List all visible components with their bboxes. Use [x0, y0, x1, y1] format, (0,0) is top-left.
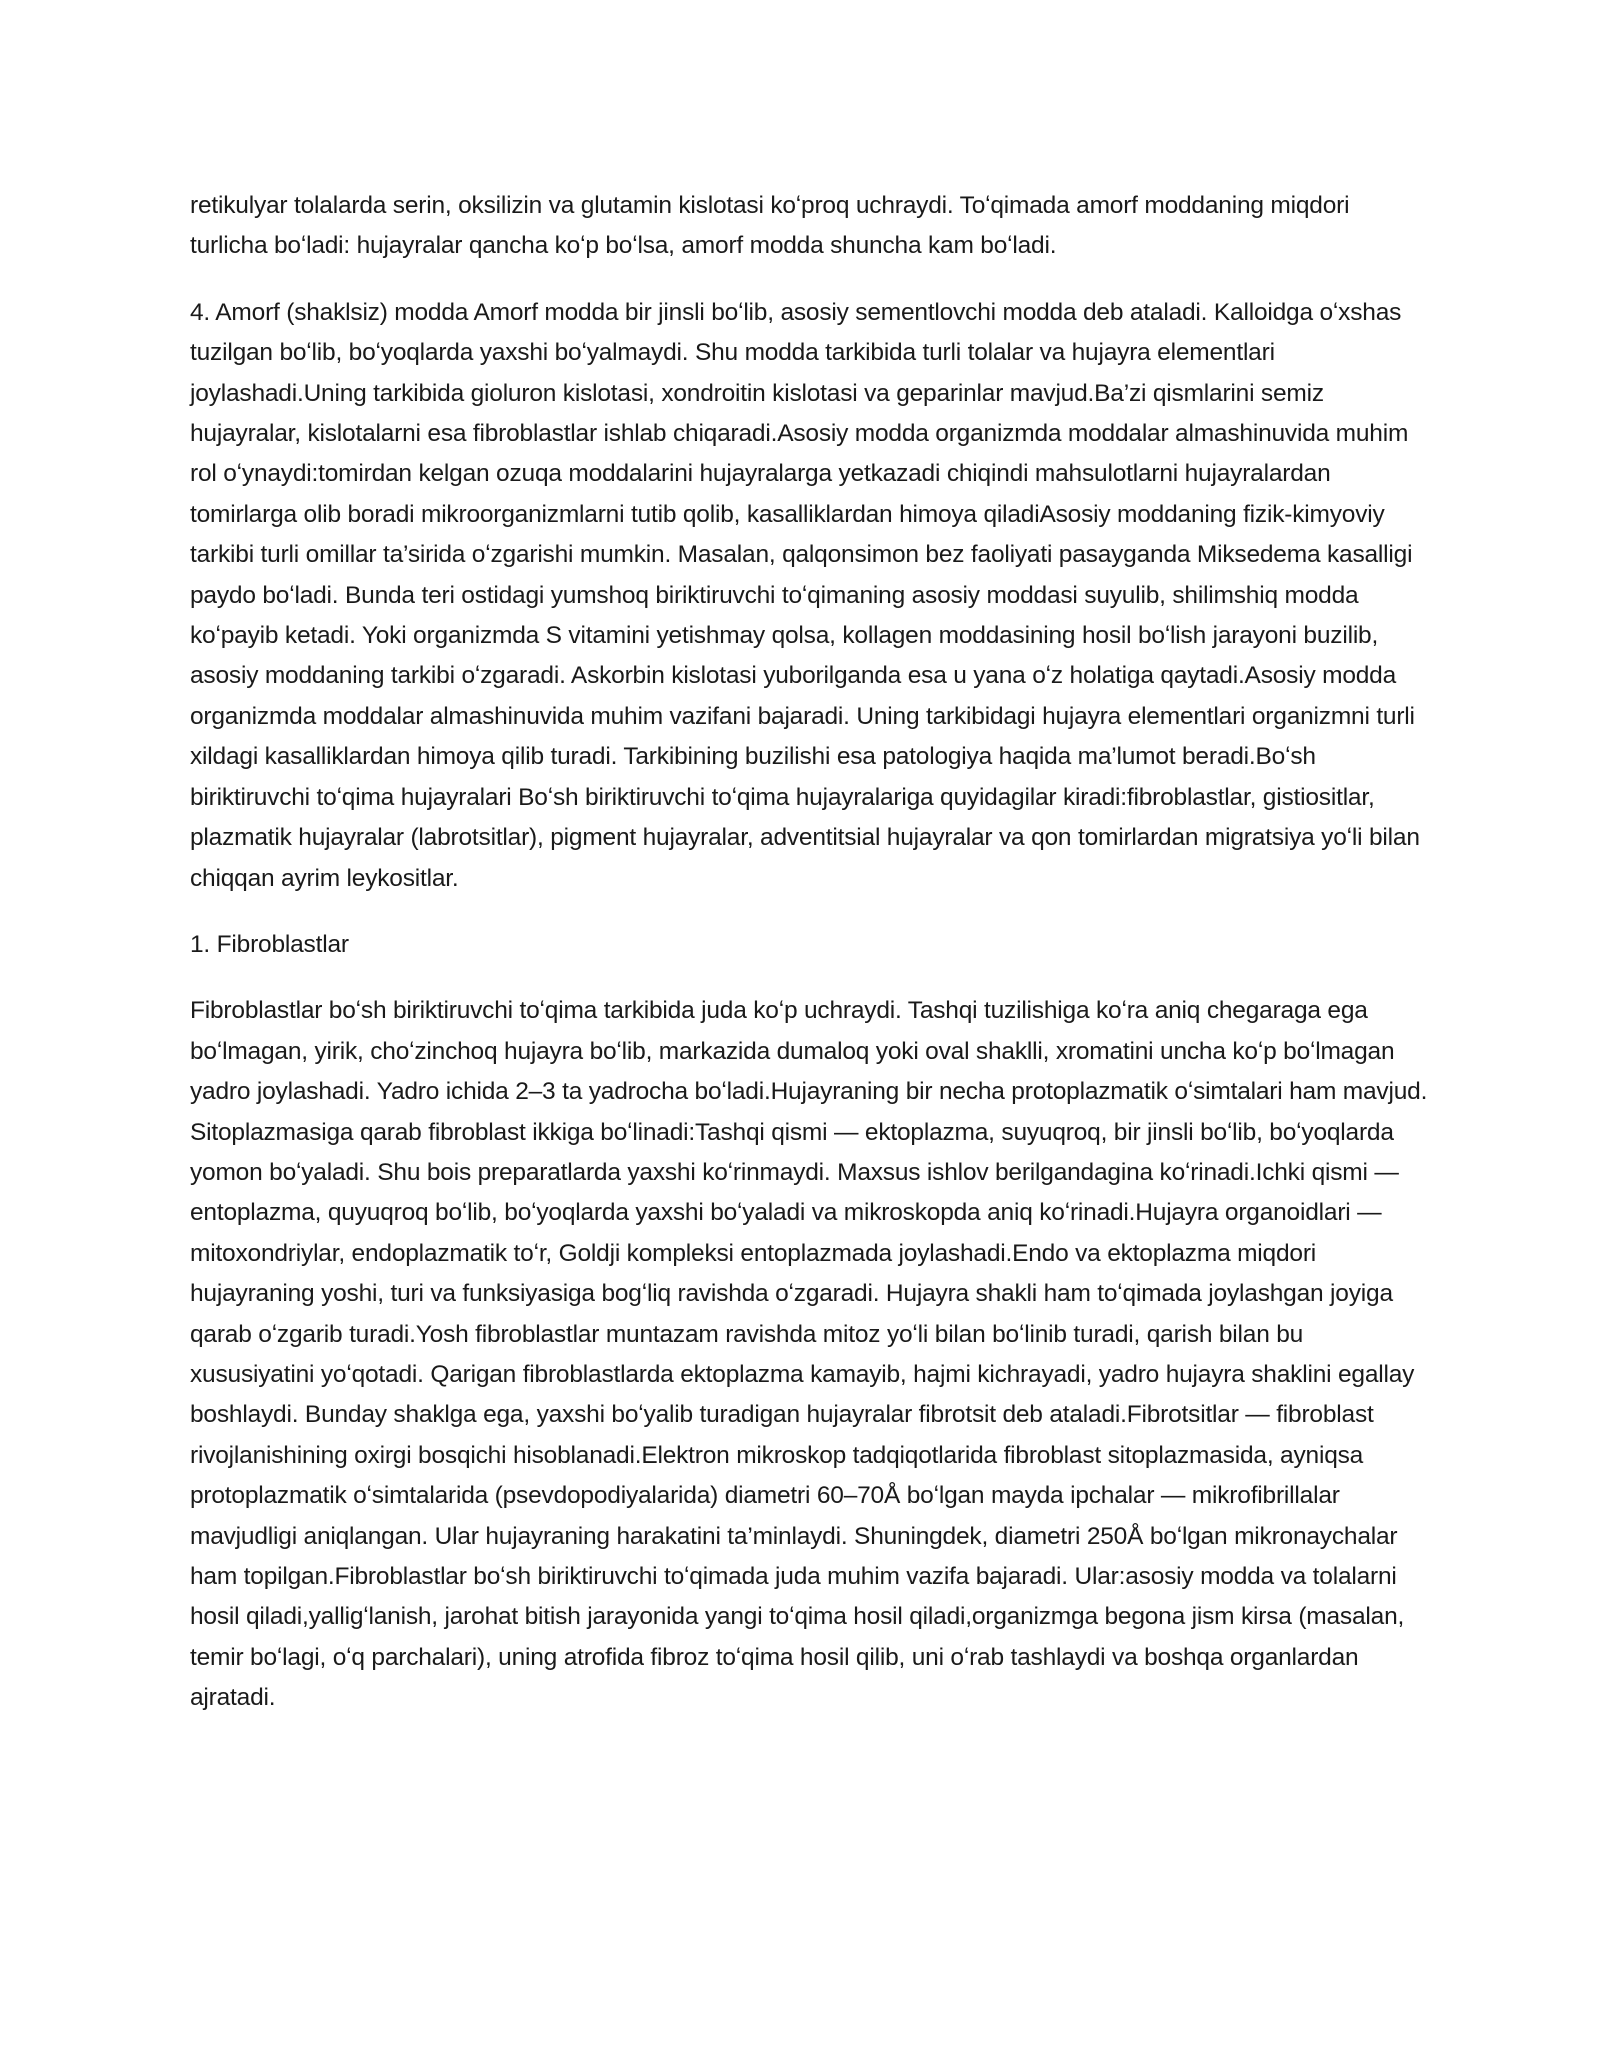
paragraph-fibroblastlar: Fibroblastlar boʻsh biriktiruvchi toʻqima tarkibida juda koʻp uchraydi. Tashqi tuzilishiga koʻra aniq chegaraga ega boʻlmagan, yirik, choʻzinchoq hujayra boʻlib, markazida dumaloq yoki oval shaklli, xromatini uncha koʻp boʻlmagan yadro joylashadi. Yadro ichida 2–3 ta yadrocha boʻladi.Hujayraning bir necha protoplazmatik oʻsimtalari ham mavjud. Sitoplazmasiga qarab fibroblast ikkiga boʻlinadi:Tashqi qismi — ektoplazma, suyuqroq, bir jinsli boʻlib, boʻyoqlarda yomon boʻyaladi. Shu bois preparatlarda yaxshi koʻrinmaydi. Maxsus ishlov berilgandagina koʻrinadi.Ichki qismi — entoplazma, quyuqroq boʻlib, boʻyoqlarda yaxshi boʻyaladi va mikroskopda aniq koʻrinadi.Hujayra organoidlari — mitoxondriylar, endoplazmatik toʻr, Goldji kompleksi entoplazmada joylashadi.Endo va ektoplazma miqdori hujayraning yoshi, turi va funksiyasiga bogʻliq ravishda oʻzgaradi. Hujayra shakli ham toʻqimada joylashgan joyiga qarab oʻzgarib turadi.Yosh fibroblastlar muntazam ravishda mitoz yoʻli bilan boʻlinib turadi, qarish bilan bu xususiyatini yoʻqotadi. Qarigan fibroblastlarda ektoplazma kamayib, hajmi kichrayadi, yadro hujayra shaklini egallay boshlaydi. Bunday shaklga ega, yaxshi boʻyalib turadigan hujayralar fibrotsit deb ataladi.Fibrotsitlar — fibroblast rivojlanishining oxirgi bosqichi hisoblanadi.Elektron mikroskop tadqiqotlarida fibroblast sitoplazmasida, ayniqsa protoplazmatik oʻsimtalarida (psevdopodiyalarida) diametri 60–70Å boʻlgan mayda ipchalar — mikrofibrillalar mavjudligi aniqlangan. Ular hujayraning harakatini ta’minlaydi. Shuningdek, diametri 250Å boʻlgan mikronaychalar ham topilgan.Fibroblastlar boʻsh biriktiruvchi toʻqimada juda muhim vazifa bajaradi. Ular:asosiy modda va tolalarni hosil qiladi,yalligʻlanish, jarohat bitish jarayonida yangi toʻqima hosil qiladi,organizmga begona jism kirsa (masalan, temir boʻlagi, oʻq parchalari), uning atrofida fibroz toʻqima hosil qilib, uni oʻrab tashlaydi va boshqa organlardan ajratadi. [190, 997, 1428, 1712]
paragraph-amorf-modda: 4. Amorf (shaklsiz) modda Amorf modda bir jinsli boʻlib, asosiy sementlovchi modda deb ataladi. Kalloidga oʻxshas tuzilgan boʻlib, boʻyoqlarda yaxshi boʻyalmaydi. Shu modda tarkibida turli tolalar va hujayra elementlari joylashadi.Uning tarkibida gioluron kislotasi, xondroitin kislotasi va geparinlar mavjud.Ba’zi qismlarini semiz hujayralar, kislotalarni esa fibroblastlar ishlab chiqaradi.Asosiy modda organizmda moddalar almashinuvida muhim rol oʻynaydi:tomirdan kelgan ozuqa moddalarini hujayralarga yetkazadi chiqindi mahsulotlarni hujayralardan tomirlarga olib boradi mikroorganizmlarni tutib qolib, kasalliklardan himoya qiladiAsosiy moddaning fizik-kimyoviy tarkibi turli omillar ta’sirida oʻzgarishi mumkin. Masalan, qalqonsimon bez faoliyati pasayganda Miksedema kasalligi paydo boʻladi. Bunda teri ostidagi yumshoq biriktiruvchi toʻqimaning asosiy moddasi suyulib, shilimshiq modda koʻpayib ketadi. Yoki organizmda S vitamini yetishmay qolsa, kollagen moddasining hosil boʻlish jarayoni buzilib, asosiy moddaning tarkibi oʻzgaradi. Askorbin kislotasi yuborilganda esa u yana oʻz holatiga qaytadi.Asosiy modda organizmda moddalar almashinuvida muhim vazifani bajaradi. Uning tarkibidagi hujayra elementlari organizmni turli xildagi kasalliklardan himoya qilib turadi. Tarkibining buzilishi esa patologiya haqida ma’lumot beradi.Boʻsh biriktiruvchi toʻqima hujayralari Boʻsh biriktiruvchi toʻqima hujayralariga quyidagilar kiradi:fibroblastlar, gistiositlar, plazmatik hujayralar (labrotsitlar), pigment hujayralar, adventitsial hujayralar va qon tomirlardan migratsiya yoʻli bilan chiqqan ayrim leykositlar. [190, 298, 1420, 892]
section-heading-fibroblastlar: 1. Fibroblastlar [190, 930, 349, 958]
document-body [190, 186, 1430, 1745]
paragraph-amorf-intro: retikulyar tolalarda serin, oksilizin va glutamin kislotasi koʻproq uchraydi. Toʻqimada amorf moddaning miqdori turlicha boʻladi: hujayralar qancha koʻp boʻlsa, amorf modda shuncha kam boʻladi. [190, 192, 1350, 260]
